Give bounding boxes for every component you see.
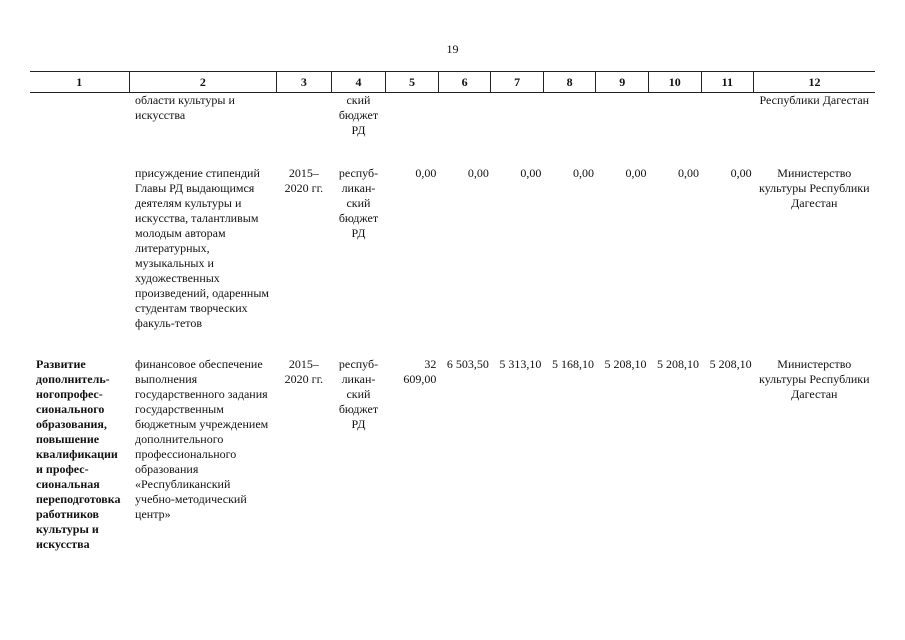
executor-cell: Министерство культуры Республики Дагестан <box>759 166 870 210</box>
task-cell <box>30 166 129 331</box>
value-cell: 0,00 <box>625 166 647 180</box>
column-header-1: 1 <box>30 72 129 93</box>
years-cell: 2015–2020 гг. <box>284 357 324 386</box>
column-header-4: 4 <box>331 72 386 93</box>
value-cell <box>596 93 649 139</box>
column-header-11: 11 <box>701 72 754 93</box>
value-cell: 6 503,50 <box>446 357 489 371</box>
column-header-12: 12 <box>754 72 875 93</box>
value-cell <box>491 93 544 139</box>
row-spacer <box>30 331 875 357</box>
column-header-9: 9 <box>596 72 649 93</box>
years-cell: 2015–2020 гг. <box>284 166 324 195</box>
column-header-8: 8 <box>543 72 596 93</box>
value-cell: 5 208,10 <box>657 357 700 371</box>
value-cell: 0,00 <box>572 166 594 180</box>
value-cell: 5 208,10 <box>709 357 752 371</box>
table-header <box>30 72 875 93</box>
value-cell <box>386 93 439 139</box>
value-cell: 0,00 <box>415 166 437 180</box>
task-cell <box>30 93 129 139</box>
source-cell: ский бюджет РД <box>338 93 379 137</box>
value-cell: 5 208,10 <box>604 357 647 371</box>
value-cell <box>649 93 702 139</box>
measure-cell: финансовое обеспечение выполнения государственного задания государственным бюджетным учреждением дополнительного профессионального образования «Республиканский учебно-методический центр» <box>135 357 269 521</box>
value-cell: 0,00 <box>520 166 542 180</box>
years-cell <box>277 93 332 139</box>
source-cell: респуб-ликан-ский бюджет РД <box>338 166 379 240</box>
value-cell <box>543 93 596 139</box>
value-cell <box>438 93 491 139</box>
column-header-10: 10 <box>649 72 702 93</box>
header-row <box>30 72 875 93</box>
page-number: 19 <box>446 42 459 56</box>
table-row <box>30 166 875 331</box>
measure-cell: области культуры и искусства <box>135 93 235 122</box>
task-cell: Развитие дополнитель-ногопрофес-сионального образования, повышение квалификации и профес-сиональная переподготовка работников культуры и искусства <box>36 357 121 551</box>
table-row <box>30 357 875 552</box>
value-cell: 0,00 <box>730 166 752 180</box>
executor-cell: Министерство культуры Республики Дагестан <box>759 357 870 401</box>
row-spacer <box>30 138 875 166</box>
executor-cell: Республики Дагестан <box>759 93 870 107</box>
table-row <box>30 93 875 139</box>
value-cell <box>701 93 754 139</box>
column-header-7: 7 <box>491 72 544 93</box>
value-cell: 0,00 <box>467 166 489 180</box>
measure-cell: присуждение стипендий Главы РД выдающимся деятелям культуры и искусства, талантливым молодым авторам литературных, музыкальных и художественных произведений, одаренным студентам творческих факуль-тетов <box>135 166 270 330</box>
value-cell: 5 168,10 <box>551 357 594 371</box>
value-cell: 5 313,10 <box>499 357 542 371</box>
source-cell: респуб-ликан-ский бюджет РД <box>338 357 379 431</box>
column-header-6: 6 <box>438 72 491 93</box>
program-table <box>30 71 875 552</box>
value-cell: 32 609,00 <box>403 357 437 386</box>
column-header-2: 2 <box>129 72 277 93</box>
column-header-5: 5 <box>386 72 439 93</box>
value-cell: 0,00 <box>678 166 700 180</box>
column-header-3: 3 <box>277 72 332 93</box>
